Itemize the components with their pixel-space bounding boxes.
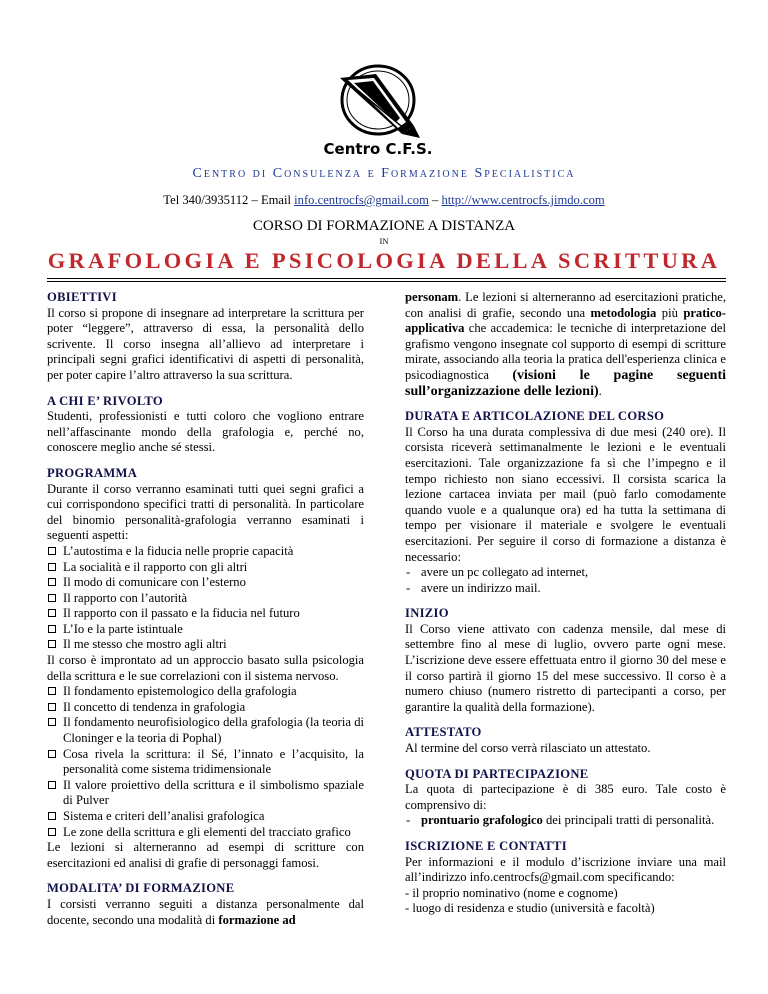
bold-run: metodologia bbox=[590, 305, 657, 320]
list-item: Il fondamento neurofisiologico della grafologia (la teoria di Cloninger e la teoria di Pophal) bbox=[47, 715, 364, 746]
list-item: - avere un pc collegato ad internet, bbox=[405, 565, 726, 581]
section-heading: MODALITA’ DI FORMAZIONE bbox=[47, 881, 235, 896]
email-link[interactable]: info.centrocfs@gmail.com bbox=[294, 193, 429, 207]
text-run: . Le lezioni si alterneranno ad esercitazioni pratiche, con analisi di grafie, secondo una bbox=[405, 290, 726, 320]
list-item: Il fondamento epistemologico della grafologia bbox=[47, 684, 364, 700]
text-run: che accademica: le tecniche di interpretazione del grafismo vengono insegnate col supporto di esempi di scritture mirate, associando alla teoria la pratica dell'esperienza clinica e psicodiagnostica bbox=[405, 321, 726, 382]
website-link[interactable]: http://www.centrocfs.jimdo.com bbox=[441, 193, 605, 207]
section-quota bbox=[405, 767, 726, 829]
list-item: - luogo di residenza e studio (università e facoltà) bbox=[405, 901, 655, 916]
section-text: Il corso è improntato ad un approccio basato sulla psicologia della scrittura e le sue correlazioni con il sistema nervoso. bbox=[47, 653, 364, 683]
title-divider-bottom bbox=[47, 281, 726, 282]
section-heading: PROGRAMMA bbox=[47, 465, 138, 480]
section-heading: ISCRIZIONE E CONTATTI bbox=[405, 839, 567, 853]
section-inizio bbox=[405, 606, 726, 715]
text-run: dei principali tratti di personalità. bbox=[542, 813, 715, 828]
bold-run: (visioni le pagine seguenti sull’organizzazione delle lezioni) bbox=[405, 367, 726, 399]
section-text bbox=[47, 897, 364, 928]
organization-name: Centro di Consulenza e Formazione Specialistica bbox=[192, 166, 576, 181]
aspects-list bbox=[47, 544, 364, 653]
list-item: Il concetto di tendenza in grafologia bbox=[47, 700, 364, 716]
section-heading: OBIETTIVI bbox=[47, 290, 117, 304]
text-run: più bbox=[656, 305, 684, 320]
course-in-label: IN bbox=[379, 236, 389, 246]
left-column bbox=[47, 290, 364, 938]
list-item: Il me stesso che mostro agli altri bbox=[47, 637, 364, 653]
section-obiettivi bbox=[47, 290, 364, 384]
list-item: Il rapporto con l’autorità bbox=[47, 591, 364, 607]
section-text: Per informazioni e il modulo d’iscrizione inviare una mail all’indirizzo info.centrocfs@gmail.com specificando: bbox=[405, 854, 726, 885]
bold-run: prontuario grafologico bbox=[421, 813, 543, 828]
course-title: CORSO DI FORMAZIONE A DISTANZA bbox=[252, 218, 516, 234]
right-column bbox=[405, 290, 726, 927]
bold-run: pratico-applicativa bbox=[405, 305, 726, 336]
title-divider-top bbox=[47, 278, 726, 279]
contact-line bbox=[0, 193, 768, 208]
section-text: Il corso si propone di insegnare ad interpretare la scrittura per poter “leggere”, attraverso di essa, la personalità dello scrivente. Il corso insegna all’allievo ad interpretare i principali segni grafici identificativi di aspetti di personalità, per poter capire l’altro attraverso la sua scrittura. bbox=[47, 305, 364, 382]
pen-nib-icon bbox=[318, 56, 438, 140]
included-list bbox=[405, 813, 726, 829]
bold-run: personam bbox=[405, 290, 459, 304]
section-text: Le lezioni si alterneranno ad esempi di scritture con esercitazioni ed analisi di grafie di personaggi famosi. bbox=[47, 840, 364, 870]
list-item: Sistema e criteri dell’analisi grafologica bbox=[47, 809, 364, 825]
list-item: L’autostima e la fiducia nelle proprie capacità bbox=[47, 544, 364, 560]
list-item: Il modo di comunicare con l’esterno bbox=[47, 575, 364, 591]
section-heading: A CHI E’ RIVOLTO bbox=[47, 393, 163, 408]
section-heading: QUOTA DI PARTECIPAZIONE bbox=[405, 766, 589, 781]
section-text: La quota di partecipazione è di 385 euro. Tale costo è comprensivo di: bbox=[405, 782, 726, 812]
main-title: GRAFOLOGIA E PSICOLOGIA DELLA SCRITTURA bbox=[47, 248, 721, 273]
section-text: Durante il corso verranno esaminati tutti quei segni grafici a cui corrispondono specifici tratti di personalità. In particolare del binomio personalità-grafologia verranno esaminati i seguenti aspetti: bbox=[47, 481, 364, 543]
list-item: - avere un indirizzo mail. bbox=[405, 581, 726, 597]
section-programma bbox=[47, 466, 364, 871]
section-modalita bbox=[47, 881, 364, 928]
bold-run: formazione ad bbox=[218, 912, 296, 927]
center-logo bbox=[318, 56, 438, 166]
requirements-list bbox=[405, 565, 726, 596]
section-text: Al termine del corso verrà rilasciato un attestato. bbox=[405, 741, 651, 756]
section-text bbox=[405, 290, 726, 399]
section-durata bbox=[405, 409, 726, 596]
section-heading: DURATA E ARTICOLAZIONE DEL CORSO bbox=[405, 409, 665, 424]
section-heading: ATTESTATO bbox=[405, 725, 482, 740]
list-item: - il proprio nominativo (nome e cognome) bbox=[405, 885, 618, 900]
section-text: Studenti, professionisti e tutti coloro che vogliono entrare nell’affascinante mondo della grafologia e, perché no, conoscere meglio anche sé stessi. bbox=[47, 409, 364, 455]
section-attestato bbox=[405, 725, 726, 756]
list-item: Il valore proiettivo della scrittura e il simbolismo spaziale di Pulver bbox=[47, 778, 364, 809]
section-heading: INIZIO bbox=[405, 606, 449, 621]
list-item: Cosa rivela la scrittura: il Sé, l’innato e l’acquisito, la personalità come sistema tridimensionale bbox=[47, 747, 364, 778]
section-text: Il Corso viene attivato con cadenza mensile, dal mese di settembre fino al mese di luglio, ovvero parte ogni mese. L’iscrizione deve essere effettuata entro il giorno 30 del mese e il corso partirà il giorno 15 del mese successivo. Il corso è a numero chiuso (numero ristretto di partecipanti a corso, per garantire la qualità della formazione). bbox=[405, 621, 726, 714]
logo-text: Centro C.F.S. bbox=[323, 140, 433, 158]
text-run: . bbox=[598, 383, 602, 398]
section-a-chi-e-rivolto bbox=[47, 394, 364, 456]
list-item: Il rapporto con il passato e la fiducia nel futuro bbox=[47, 606, 364, 622]
list-item: Le zone della scrittura e gli elementi del tracciato grafico bbox=[47, 825, 364, 841]
specify-list bbox=[405, 886, 726, 917]
phone-text: Tel 340/3935112 – Email bbox=[163, 193, 295, 207]
list-item: L’Io e la parte istintuale bbox=[47, 622, 364, 638]
topics-list bbox=[47, 684, 364, 840]
section-modalita-continued bbox=[405, 290, 726, 399]
contact-separator: – bbox=[428, 193, 442, 207]
list-item bbox=[405, 813, 726, 829]
list-item: La socialità e il rapporto con gli altri bbox=[47, 560, 364, 576]
section-iscrizione bbox=[405, 839, 726, 917]
section-text: Il Corso ha una durata complessiva di due mesi (240 ore). Il corsista riceverà settimanalmente le lezioni e le eventuali esercitazioni. Tale organizzazione fa sì che l’impegno e il tempo richiesto non siano eccessivi. Il corsista scarica la lezione cartacea inviata per mail (può farlo comodamente quando vuole e a qualunque ora) ed ha tutta la settimana di tempo per visionare il materiale e svolgere le eventuali esercitazioni. Per seguire il corso di formazione a distanza è necessario: bbox=[405, 424, 726, 564]
text-run: I corsisti verranno seguiti a distanza personalmente dal docente, secondo una modalità di bbox=[47, 896, 364, 927]
